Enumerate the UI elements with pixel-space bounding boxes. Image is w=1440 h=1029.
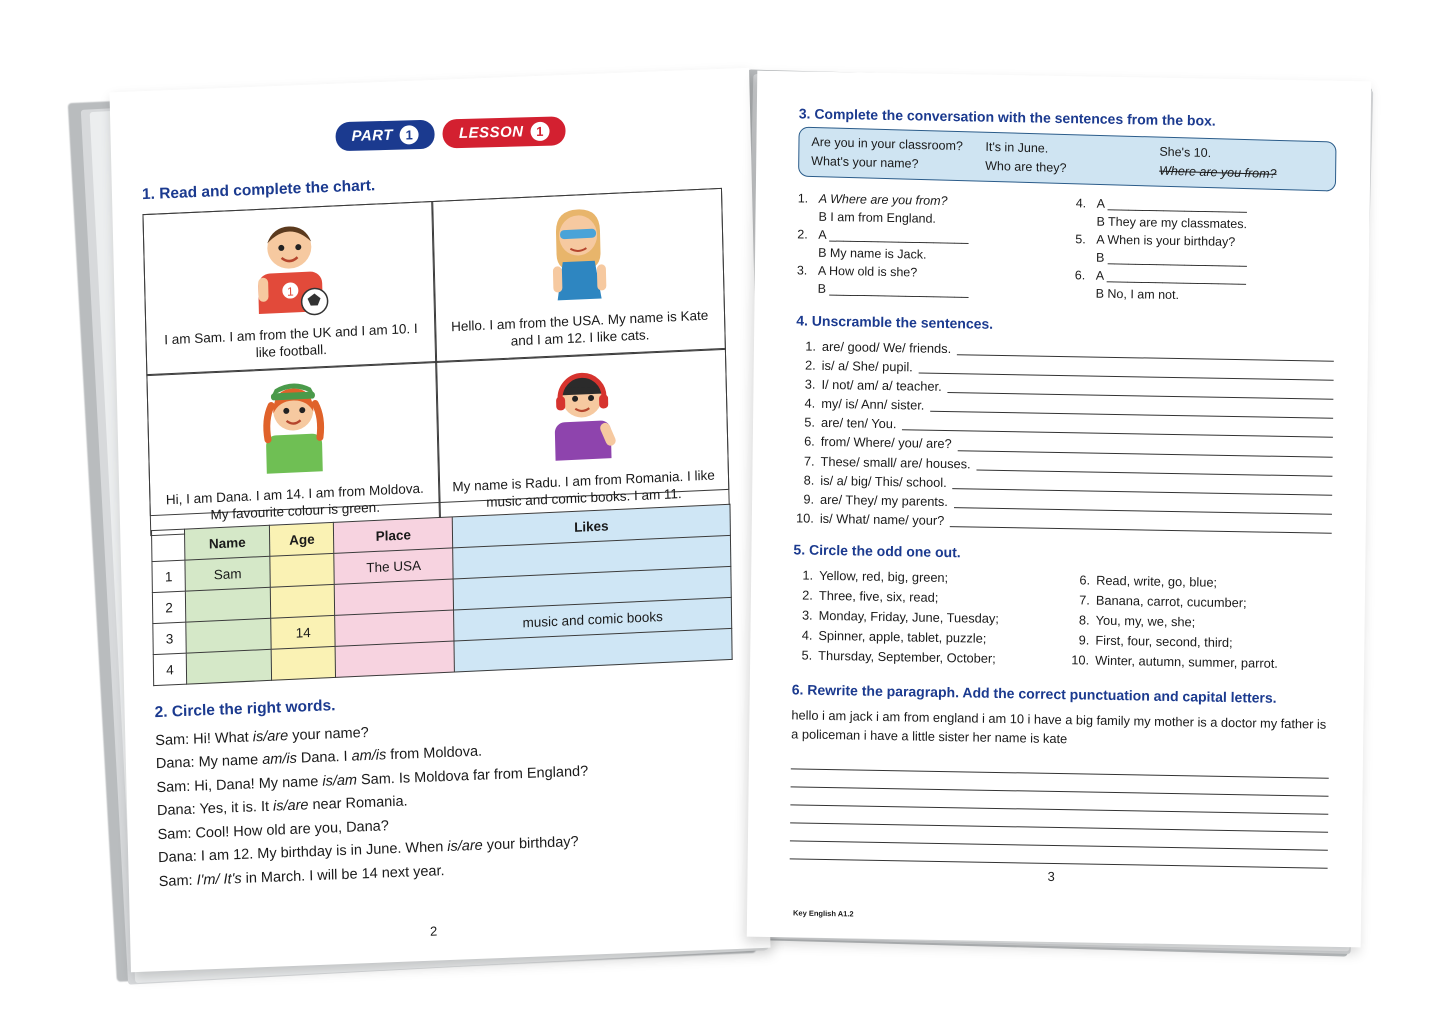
conv-item: B No, I am not. bbox=[1095, 286, 1180, 303]
odd-column-right bbox=[1069, 571, 1331, 675]
row-index: 1 bbox=[152, 560, 185, 593]
list-item: 4. my/ is/ Ann/ sister. bbox=[795, 393, 1333, 422]
list-item[interactable]: 7. Banana, carrot, cucumber; bbox=[1079, 592, 1247, 611]
dialogue-block bbox=[155, 708, 739, 895]
dialogue-line: Dana: My name am/is Dana. I am/is from Moldova. bbox=[155, 744, 483, 773]
conv-item: B I am from England. bbox=[818, 209, 937, 226]
list-item: 1. are/ good/ We/ friends. bbox=[796, 336, 1334, 365]
list-item: 8. is/ a/ big/ This/ school. bbox=[794, 470, 1332, 499]
speaker: Dana: bbox=[156, 802, 196, 820]
box-sentence: Are you in your classroom? bbox=[811, 134, 963, 154]
chart-cell-dana bbox=[146, 361, 441, 536]
list-item[interactable]: 2. Three, five, six, read; bbox=[802, 587, 939, 606]
task-2-title: 2. Circle the right words. bbox=[154, 697, 336, 722]
svg-text:1: 1 bbox=[286, 284, 294, 299]
dialogue-line: Dana: Yes, it is. It is/are near Romania. bbox=[156, 793, 408, 820]
box-sentence: Who are they? bbox=[985, 158, 1067, 175]
conv-item: 4. A ____________________ bbox=[1075, 195, 1247, 213]
dialogue-line: Dana: I am 12. My birthday is in June. When is/are your birthday? bbox=[158, 834, 579, 867]
box-sentence: She's 10. bbox=[1159, 144, 1212, 161]
list-item: 9. are/ They/ my parents. bbox=[794, 489, 1332, 518]
avatar-radu-boy bbox=[535, 359, 630, 475]
writing-lines bbox=[790, 751, 1329, 868]
list-item[interactable]: 9. First, four, second, third; bbox=[1078, 632, 1233, 650]
task-6-title: 6. Rewrite the paragraph. Add the correct punctuation and capital letters. bbox=[791, 680, 1277, 706]
box-sentence: What's your name? bbox=[811, 153, 919, 171]
dialogue-line: Sam: Hi! What is/are your name? bbox=[155, 724, 369, 750]
list-item[interactable]: 6. Read, write, go, blue; bbox=[1079, 572, 1218, 591]
conv-item: 2. A ____________________ bbox=[797, 227, 969, 245]
conv-item: 5. A When is your birthday? bbox=[1075, 232, 1236, 250]
list-item: 5. are/ ten/ You. bbox=[795, 413, 1333, 442]
list-item[interactable]: 3. Monday, Friday, June, Tuesday; bbox=[801, 607, 999, 627]
conv-item: B My name is Jack. bbox=[818, 245, 927, 262]
cell-place[interactable] bbox=[335, 641, 454, 677]
read-chart bbox=[142, 188, 729, 523]
task-5-title: 5. Circle the odd one out. bbox=[793, 541, 961, 561]
cell-age[interactable] bbox=[270, 584, 335, 618]
chart-text-kate: Hello. I am from the USA. My name is Kate and I am 12. I like cats. bbox=[450, 307, 709, 349]
avatar-sam-boy bbox=[242, 212, 337, 328]
left-page bbox=[109, 68, 770, 972]
cell-name[interactable] bbox=[186, 649, 272, 684]
lesson-badges bbox=[181, 112, 721, 155]
header-age: Age bbox=[270, 522, 335, 556]
row-index: 2 bbox=[152, 591, 185, 624]
right-page bbox=[747, 71, 1371, 948]
conversation-column-left bbox=[797, 189, 1058, 302]
speaker: Sam: bbox=[157, 825, 192, 844]
cell-age[interactable] bbox=[270, 553, 335, 587]
speaker: Dana: bbox=[155, 755, 195, 773]
conv-item: B ____________________ bbox=[1095, 250, 1247, 268]
dialogue-line: Sam: Cool! How old are you, Dana? bbox=[157, 818, 389, 844]
conv-item: B ____________________ bbox=[817, 282, 969, 299]
conversation-column-right bbox=[1075, 194, 1336, 307]
list-item[interactable]: 1. Yellow, red, big, green; bbox=[802, 567, 949, 586]
list-item[interactable]: 5. Thursday, September, October; bbox=[801, 647, 996, 666]
speaker: Sam: bbox=[155, 731, 190, 750]
lesson-badge bbox=[443, 116, 566, 148]
chart-text-radu: My name is Radu. I am from Romania. I like music and comic books. I am 11. bbox=[452, 467, 715, 510]
sentence-box bbox=[798, 127, 1336, 192]
lesson-number: 1 bbox=[530, 122, 549, 142]
odd-column-left bbox=[792, 566, 1054, 670]
chart-text-dana: Hi, I am Dana. I am 14. I am from Moldova. My favourite colour is green. bbox=[165, 480, 424, 523]
part-badge bbox=[335, 120, 435, 152]
chart-cell-sam bbox=[142, 201, 437, 376]
box-sentence-crossed: Where are you from? bbox=[1159, 163, 1277, 181]
cell-age[interactable]: 14 bbox=[271, 615, 336, 649]
list-item: 2. is/ a/ She/ pupil. bbox=[796, 355, 1334, 384]
page-number-left: 2 bbox=[429, 923, 438, 939]
speaker: Sam: bbox=[158, 872, 193, 891]
list-item: 10. is/ What/ name/ your? bbox=[794, 509, 1332, 538]
task-4-title: 4. Unscramble the sentences. bbox=[796, 311, 994, 332]
cell-name[interactable] bbox=[185, 587, 271, 622]
part-label: PART bbox=[351, 126, 394, 145]
list-item[interactable]: 10. Winter, autumn, summer, parrot. bbox=[1071, 651, 1279, 671]
speaker: Sam: bbox=[156, 778, 191, 797]
header-index bbox=[152, 529, 185, 562]
speaker: Dana: bbox=[158, 849, 198, 867]
conversation-grid bbox=[797, 189, 1336, 307]
chart-cell-radu bbox=[435, 348, 730, 523]
conv-item: 3. A How old is she? bbox=[796, 263, 918, 280]
header-place: Place bbox=[334, 517, 453, 553]
list-item: 7. These/ small/ are/ houses. bbox=[794, 451, 1332, 480]
dialogue-line: Sam: I'm/ It's in March. I will be 14 next year. bbox=[158, 863, 445, 891]
avatar-kate-girl bbox=[531, 199, 626, 315]
conv-item: B They are my classmates. bbox=[1096, 214, 1248, 232]
footer-key-english: Key English A1.2 bbox=[792, 908, 854, 919]
dialogue-line: Sam: Hi, Dana! My name is/am Sam. Is Moldova far from England? bbox=[156, 763, 589, 797]
lesson-label: LESSON bbox=[458, 123, 524, 143]
profile-table bbox=[151, 504, 733, 686]
odd-one-out-lists bbox=[792, 566, 1331, 675]
list-item: 6. from/ Where/ you/ are? bbox=[795, 432, 1333, 461]
header-likes: Likes bbox=[452, 504, 730, 548]
cell-name[interactable]: Sam bbox=[185, 556, 271, 591]
part-number: 1 bbox=[400, 125, 419, 145]
avatar-dana-girl bbox=[246, 372, 341, 488]
paragraph-to-rewrite: hello i am jack i am from england i am 10 i have a big family my mother is a doctor my father is a policeman i have a little sister her name is kate bbox=[791, 706, 1327, 746]
conv-item: 6. A ____________________ bbox=[1074, 268, 1247, 286]
task-3-title: 3. Complete the conversation with the sentences from the box. bbox=[798, 105, 1216, 129]
cell-name[interactable] bbox=[186, 618, 272, 653]
unscramble-list bbox=[794, 336, 1334, 537]
cell-likes[interactable]: music and comic books bbox=[454, 597, 732, 641]
list-item[interactable]: 8. You, my, we, she; bbox=[1078, 612, 1196, 630]
box-sentence: It's in June. bbox=[985, 139, 1049, 156]
page-number-right: 3 bbox=[1047, 868, 1055, 884]
cell-place[interactable]: The USA bbox=[334, 548, 453, 584]
row-index: 4 bbox=[153, 653, 186, 686]
row-index: 3 bbox=[153, 622, 186, 655]
chart-text-sam: I am Sam. I am from the UK and I am 10. I like football. bbox=[164, 320, 418, 361]
chart-cell-kate bbox=[431, 188, 726, 363]
list-item[interactable]: 4. Spinner, apple, tablet, puzzle; bbox=[801, 627, 987, 646]
conv-item: 1. A Where are you from? bbox=[797, 191, 948, 208]
header-name: Name bbox=[184, 525, 270, 560]
list-item: 3. I/ not/ am/ a/ teacher. bbox=[795, 374, 1333, 403]
cell-age[interactable] bbox=[271, 646, 336, 680]
task-1-title: 1. Read and complete the chart. bbox=[141, 177, 376, 204]
